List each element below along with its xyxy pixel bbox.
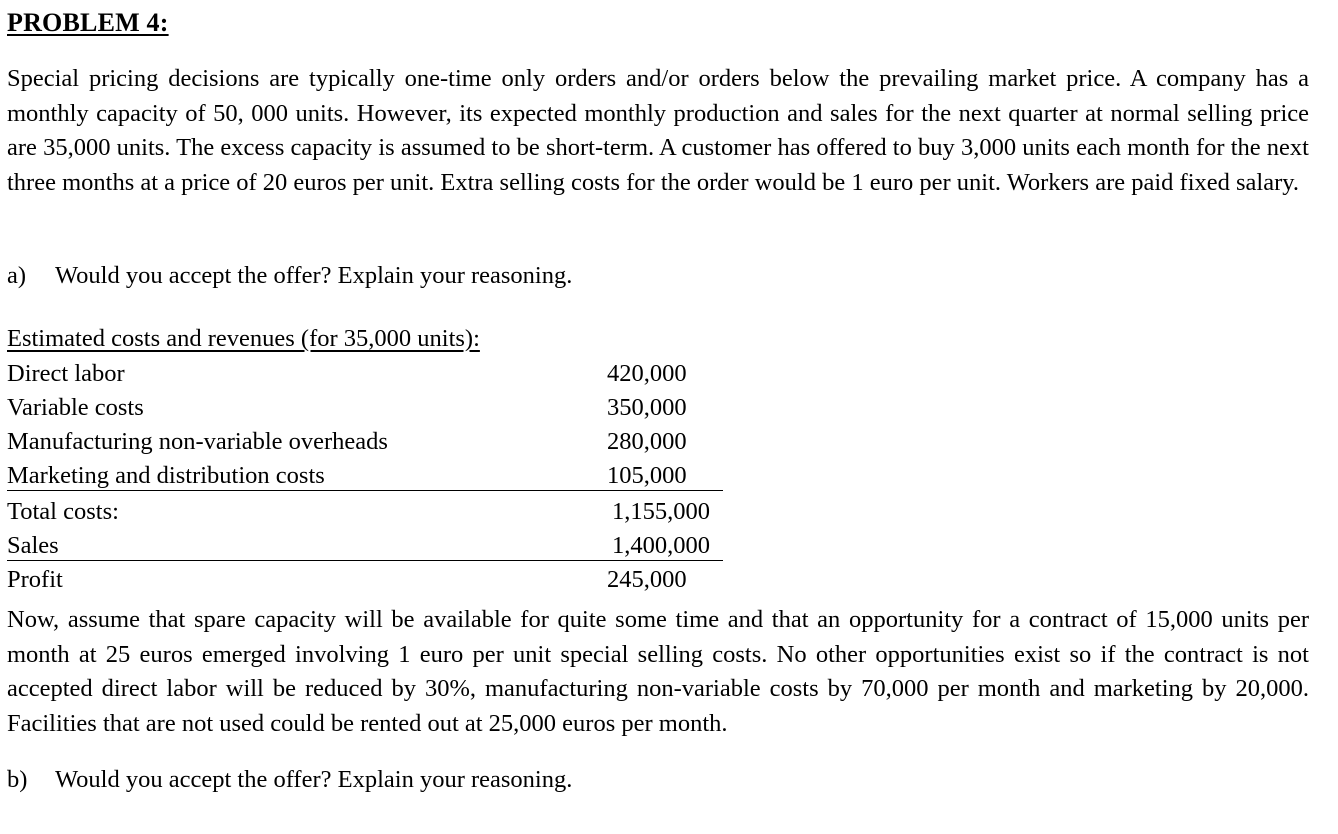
costs-row-variable-costs [7, 391, 723, 425]
costs-table-title: Estimated costs and revenues (for 35,000 units): [7, 325, 480, 352]
costs-row-sales [7, 529, 723, 563]
costs-row-label: Profit [7, 566, 63, 593]
costs-row-total-costs [7, 495, 723, 529]
costs-row-marketing-distribution [7, 459, 723, 493]
question-a [7, 259, 572, 293]
costs-row-value: 350,000 [607, 394, 687, 421]
intro-paragraph: Special pricing decisions are typically one-time only orders and/or orders below the prevailing market price. A company has a monthly capacity of 50, 000 units. However, its expected monthly production and sales for the next quarter at normal selling price are 35,000 units. The excess capacity is assumed to be short-term. A customer has offered to buy 3,000 units each month for the next three months at a price of 20 euros per unit. Extra selling costs for the order would be 1 euro per unit. Workers are paid fixed salary. [7, 65, 1309, 196]
costs-row-value: 245,000 [607, 566, 687, 593]
question-a-text: Would you accept the offer? Explain your reasoning. [55, 262, 573, 289]
costs-row-manufacturing-overheads [7, 425, 723, 459]
costs-row-label: Direct labor [7, 360, 125, 387]
costs-row-direct-labor [7, 357, 723, 391]
question-a-letter: a) [7, 262, 27, 289]
costs-row-label: Sales [7, 532, 59, 559]
costs-row-profit [7, 563, 723, 597]
costs-row-label: Manufacturing non-variable overheads [7, 428, 388, 455]
question-b [7, 763, 572, 797]
problem-heading: PROBLEM 4: [7, 8, 169, 37]
costs-row-label: Marketing and distribution costs [7, 462, 325, 489]
costs-row-label: Variable costs [7, 394, 144, 421]
question-b-letter: b) [7, 766, 28, 793]
costs-row-label: Total costs: [7, 498, 119, 525]
costs-row-value: 420,000 [607, 360, 687, 387]
question-b-text: Would you accept the offer? Explain your reasoning. [55, 766, 573, 793]
costs-row-value: 1,400,000 [612, 532, 710, 559]
costs-row-value: 105,000 [607, 462, 687, 489]
costs-row-value: 1,155,000 [612, 498, 710, 525]
costs-row-value: 280,000 [607, 428, 687, 455]
second-paragraph: Now, assume that spare capacity will be available for quite some time and that an opportunity for a contract of 15,000 units per month at 25 euros emerged involving 1 euro per unit special selling costs. No other opportunities exist so if the contract is not accepted direct labor will be reduced by 30%, manufacturing non-variable costs by 70,000 per month and marketing by 20,000. Facilities that are not used could be rented out at 25,000 euros per month. [7, 606, 1309, 737]
